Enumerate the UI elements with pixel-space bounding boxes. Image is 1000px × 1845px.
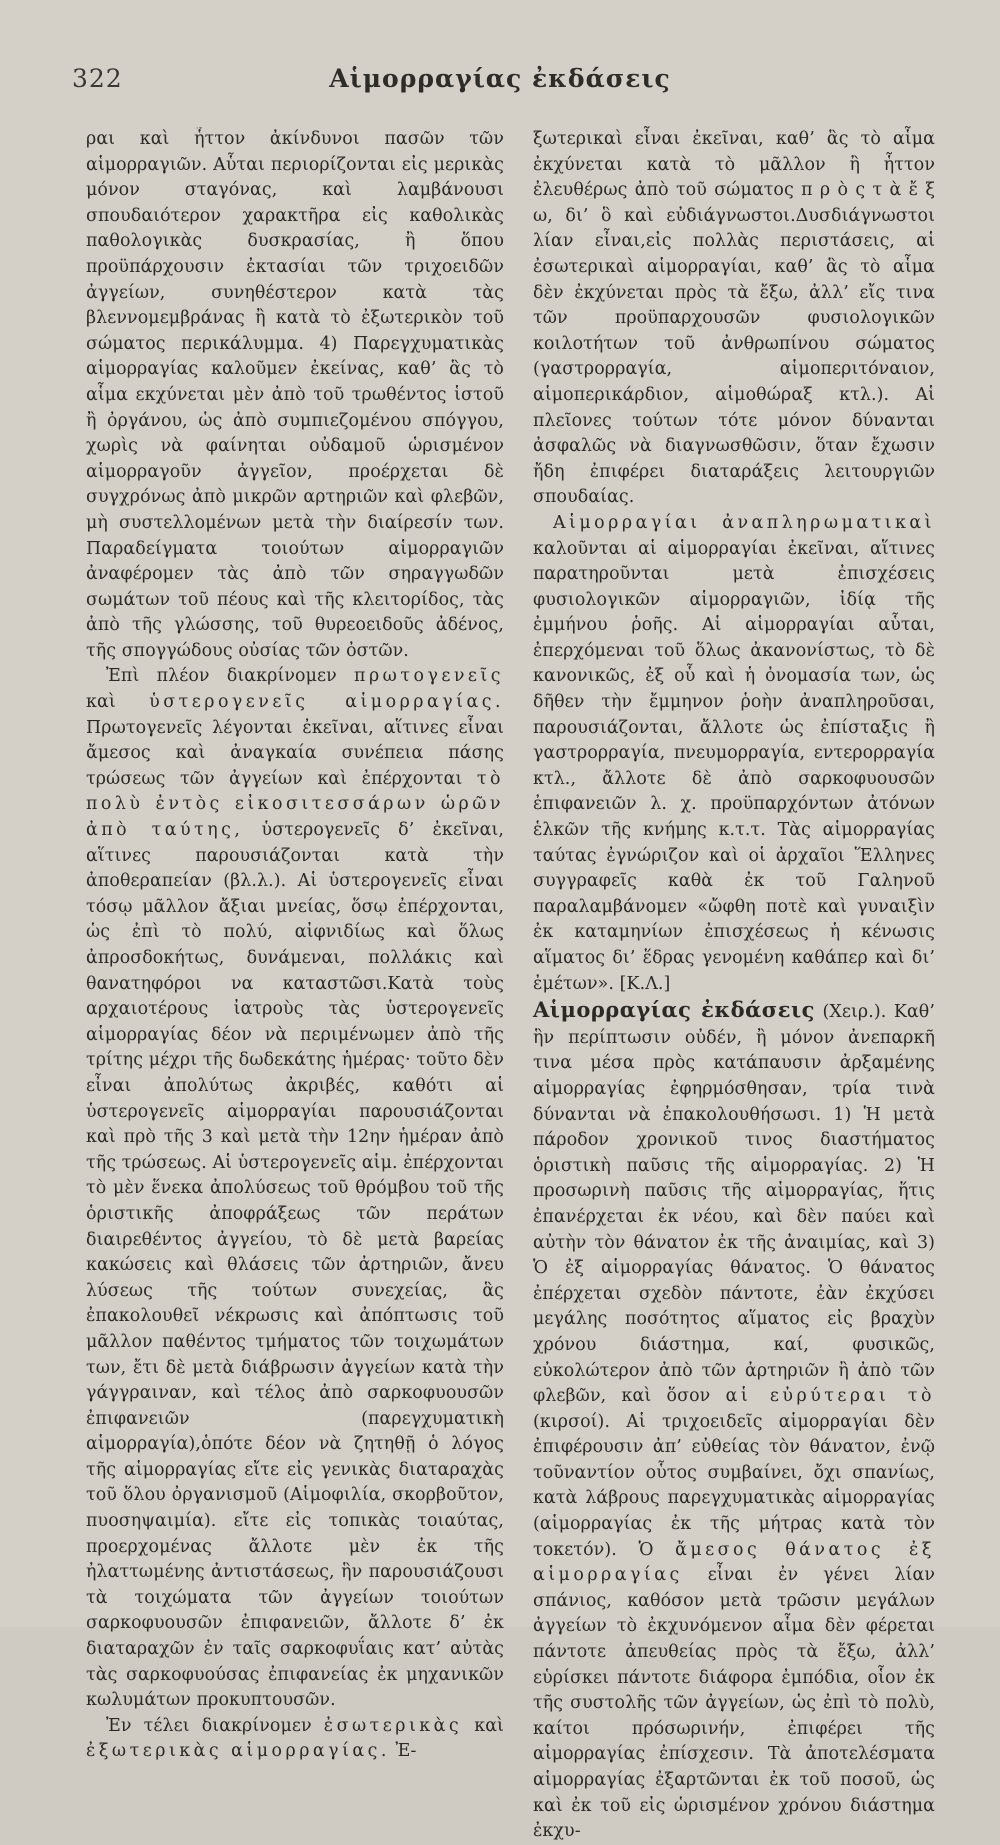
spaced-term: ἐσωτερικὰς bbox=[323, 1715, 463, 1736]
spaced-term: πρωτογενεῖς bbox=[354, 666, 504, 687]
paragraph-text: ραι καὶ ἧττον ἀκίνδυνοι πασῶν τῶν αἱμορραγιῶν. Αὗται περιορίζονται εἰς μερικὰς μόνον σταγόνας, καὶ λαμβάνουσι σπουδαιότερον χαρακτῆρα εἰς καθολικὰς παθολογικὰς δυσκρασίας, ἢ ὅπου προϋπάρχουσιν ἐκτασίαι τῶν τριχοειδῶν ἀγγείων, συνηθέστερον κατὰ τὰς βλεννομεμβράνας ἢ κατὰ τὸ ἐξωτερικὸν τοῦ σώματος περικάλυμμα. 4) Παρεγχυματικὰς αἱμορραγίας καλοῦμεν ἐκείνας, καθ’ ἃς τὸ αἷμα εκχύνεται μὲν ἀπὸ τοῦ τρωθέντος ἱστοῦ ἢ ὀργάνου, ὡς ἀπὸ συμπιεζομένου σπόγγου, χωρὶς νὰ φαίνηται οὐδαμοῦ ὡρισμένον αἱμορραγοῦν ἀγγεῖον, προέρχεται δὲ συγχρόνως ἀπὸ μικρῶν αρτηριῶν καὶ φλεβῶν, μὴ συστελλομένων μετὰ τὴν διαίρεσίν των. Παραδείγματα τοιούτων αἱμορραγιῶν ἀναφέρομεν τὰς ἀπὸ τῶν σηραγγωδῶν σωμάτων τοῦ πέους καὶ τῆς κλειτορίδος, τὰς ἀπὸ τῆς γλώσσης, τοῦ θυρεοειδοῦς ἀδένος, τῆς σπογγώδους οὐσίας τῶν ὀστῶν. bbox=[86, 129, 504, 661]
paragraph-text: εἶναι ἐν γένει λίαν σπάνιος, καθόσον μετὰ τρῶσιν μεγάλων ἀγγείων τὸ ἐκχυνόμενον αἷμα δὲν φέρεται πάντοτε ἀπευθείας πρὸς τὰ ἔξω, ἀλλ’ εὑρίσκει πάντοτε διάφορα ἐμπόδια, οἷον ἐκ τῆς συστολῆς τῶν ἀγγείων, ὡς ἐπὶ τὸ πολὺ, καίτοι πρόσωρινήν, ἐπιφέρει τῆς αἱμορραγίας ἐπίσχεσιν. Τὰ ἀποτελέσματα αἱμορραγίας ἐξαρτῶνται ἐκ τοῦ ποσοῦ, ὡς καὶ ἐκ τοῦ εἰς ὡρισμένον χρόνου διάστημα ἐκχυ- bbox=[533, 1565, 935, 1842]
spaced-term: ὑστερογενεῖς αἱμορραγίας. bbox=[149, 692, 504, 713]
paragraph bbox=[533, 127, 935, 511]
spaced-term: αἱ εὐρύτεραι τὸ bbox=[725, 1386, 935, 1407]
spaced-term: Αἱμορραγίαι ἀναπληρωματικαὶ bbox=[553, 512, 935, 533]
entry-heading: Αἱμορραγίας ἐκδάσεις bbox=[533, 997, 815, 1023]
paragraph-text: Καθ’ ἣν περίπτωσιν οὐδέν, ἢ μόνον ἀνεπαρκῆ τινα μέσα πρὸς κατάπαυσιν ἀρξαμένης αἱμορραγίας ἐφηρμόσθησαν, τρία τινὰ δύνανται νὰ ἐπακολουθήσωσι. 1) Ἡ μετὰ πάροδον χρονικοῦ τινος διαστήματος ὁριστικὴ παῦσις τῆς αἱμορραγίας. 2) Ἡ προσωρινὴ παῦσις τῆς αἱμορραγίας, ἥτις ἐπανέρχεται ἐκ νέου, καὶ δὲν παύει καὶ αὐτὴν τὸν θάνατον ἐκ τῆς ἀναιμίας, καὶ 3) Ὁ ἐξ αἱμορραγίας θάνατος. Ὁ θάνατος ἐπέρχεται σχεδὸν πάντοτε, ἐὰν ἐκχύσει μεγάλης ποσότητος αἵματος εἰς βραχὺν χρόνου διάστημα, καί, φυσικῶς, εὐκολώτερον ἀπὸ τῶν ἀρτηριῶν ἢ ἀπὸ τῶν φλεβῶν, καὶ ὅσον bbox=[533, 1002, 935, 1407]
spaced-term: τὸ πολὺ ἐντὸς εἰκοσιτεσσάρων ὡρῶν ἀπὸ ταύτης, bbox=[86, 768, 504, 841]
paragraph-text: Πρωτογενεῖς λέγονται ἐκεῖναι, αἵτινες εἶναι ἄμεσος καὶ ἀναγκαία συνέπεια πάσης τρώσεως τῶν ἀγγείων καὶ ἐπέρχονται bbox=[86, 717, 504, 789]
entry-heading-qualifier: (Χειρ.). bbox=[822, 1002, 887, 1023]
paragraph-text: Ἐπὶ πλέον διακρίνομεν bbox=[106, 666, 337, 687]
paragraph-text: ξωτερικαὶ εἶναι ἐκεῖναι, καθ’ ἃς τὸ αἷμα ἐκχύνεται κατὰ τὸ μᾶλλον ἢ ἧττον ἐλευθέρως ἀπὸ τοῦ σώματος π ρ ὸ ς τ ὰ ἔ ξ ω, δι’ ὃ καὶ εὐδιάγνωστοι.Δυσδιάγνωστοι λίαν εἶναι,εἰς πολλὰς περιστάσεις, αἱ ἐσωτερικαὶ αἱμορραγίαι, καθ’ ἃς τὸ αἷμα δὲν ἐκχύνεται πρὸς τὰ ἔξω, ἀλλ’ εἴς τινα τῶν προϋπαρχουσῶν φυσιολογικῶν κοιλοτήτων τοῦ ἀνθρωπίνου σώματος (γαστρορραγία, αἱμοπεριτόναιον, αἱμοπερικάρδιον, αἱμοθώραξ κτλ.). Αἱ πλεῖονες τούτων τότε μόνον δύνανται ἀσφαλῶς νὰ διαγνωσθῶσιν, ὅταν ἔχωσιν ἤδη ἐπιφέρει διαταράξεις λειτουργιῶν σπουδαίας. bbox=[533, 129, 935, 508]
paragraph-text: καὶ bbox=[474, 1715, 504, 1736]
left-column bbox=[86, 127, 504, 1765]
page-header bbox=[0, 64, 1000, 104]
paragraph bbox=[86, 127, 504, 664]
paragraph bbox=[86, 664, 504, 1713]
paragraph-text: Ἐ- bbox=[395, 1741, 417, 1762]
page-number: 322 bbox=[72, 64, 123, 93]
paragraph-text: καλοῦνται αἱ αἱμορραγίαι ἐκεῖναι, αἵτινες παρατηροῦνται μετὰ ἐπισχέσεις φυσιολογικῶν αἱμορραγιῶν, ἰδίᾳ τῆς ἐμμήνου ῥοῆς. Αἱ αἱμορραγίαι αὗται, ἐπερχόμεναι τοῦ ὅλως ἀκανονίστως, τὸ δὲ κανονικῶς, ἐξ οὗ καὶ ἡ ὀνομασία των, ὡς δῆθεν τὴν ἔμμηνον ῥοὴν ἀναπληροῦσαι, παρουσιάζονται, ἄλλοτε ὡς ἐπίσταξις ἢ γαστρορραγία, πνευμορραγία, εντερορραγία κτλ., ἄλλοτε δὲ ἀπὸ σαρκοφυουσῶν ἐπιφανειῶν λ. χ. προϋπαρχόντων ἀτόνων ἑλκῶν τῆς κνήμης κ.τ.τ. Τὰς αἱμορραγίας ταύτας ἐγνώριζον καὶ οἱ ἀρχαῖοι Ἕλληνες συγγραφεῖς καθὰ ἐκ τοῦ Γαληνοῦ παραλαμβάνομεν «ὤφθη ποτὲ καὶ γυναιξὶν ἐκ καταμηνίων ἐπισχέσεως ἡ κένωσις αἵματος δι’ ἕδρας γενομένη καθάπερ καὶ δι’ ἐμέτων». [Κ.Λ.] bbox=[533, 538, 935, 994]
spaced-term: ἐξωτερικὰς αἱμορραγίας. bbox=[86, 1741, 390, 1762]
spaced-term: ἄμεσος θάνατος ἐξ αἱμορραγίας bbox=[533, 1539, 935, 1586]
right-column bbox=[533, 127, 935, 1845]
paragraph-text: καὶ bbox=[86, 692, 116, 713]
paragraph bbox=[533, 997, 935, 1845]
paragraph bbox=[533, 511, 935, 997]
running-title: Αἱμορραγίας ἐκδάσεις bbox=[329, 64, 671, 93]
paragraph-text: Ἐν τέλει διακρίνομεν bbox=[106, 1715, 312, 1736]
paragraph bbox=[86, 1714, 504, 1765]
paragraph-text: ὑστερογενεῖς δ’ ἐκεῖναι, αἵτινες παρουσιάζονται κατὰ τὴν ἀποθεραπείαν (βλ.λ.). Αἱ ὑστερογενεῖς εἶναι τόσῳ μᾶλλον ἄξιαι μνείας, ὅσῳ ἐπέρχονται, ὡς ἐπὶ τὸ πολύ, αἰφνιδίως καὶ ὅλως ἀπροσδοκήτως, δυνάμεναι, πολλάκις καὶ θανατηφόροι να καταστῶσι.Κατὰ τοὺς αρχαιοτέρους ἰατροὺς τὰς ὑστερογενεῖς αἱμορραγίας δέον νὰ περιμένωμεν ἀπὸ τῆς τρίτης μέχρι τῆς δωδεκάτης ἡμέρας· τοῦτο δὲν εἶναι ἀπολύτως ἀκριβές, καθότι αἱ ὑστερογενεῖς αἱμορραγίαι παρουσιάζονται καὶ πρὸ τῆς 3 καὶ μετὰ τὴν 12ην ἡμέραν ἀπὸ τῆς τρώσεως. Αἱ ὑστερογενεῖς αἱμ. ἐπέρχονται τὸ μὲν ἕνεκα ἀπολύσεως τοῦ θρόμβου τοῦ τῆς ὁριστικῆς ἀποφράξεως τῶν περάτων διαιρεθέντος ἀγγείου, τὸ δὲ μετὰ βαρείας κακώσεις καὶ θλάσεις τῶν ἀρτηριῶν, ἄνευ λύσεως τῆς τούτων συνεχείας, ἃς ἐπακολουθεῖ νέκρωσις καὶ ἀπόπτωσις τοῦ μᾶλλον παθέντος τμήματος τῶν τοιχωμάτων των, ἔτι δὲ μετὰ διάβρωσιν ἀγγείων κατὰ τὴν γάγγραιναν, καὶ τέλος ἀπὸ σαρκοφυουσῶν ἐπιφανειῶν (παρεγχυματικὴ αἱμορραγία),ὁπότε δέον νὰ ζητηθῇ ὁ λόγος τῆς αἱμορραγίας εἴτε εἰς γενικὰς διαταραχὰς τοῦ ὅλου ὀργανισμοῦ (Αἱμοφιλία, σκορβοῦτον, πυοσηψαιμία). εἴτε εἰς τοπικὰς τοιαύτας, προερχομένας ἄλλοτε μὲν ἐκ τῆς ἠλαττωμένης ἀντιστάσεως, ἣν παρουσιάζουσι τὰ τοιχώματα τῶν ἀγγείων τοιούτων σαρκοφυουσῶν ἐπιφανειῶν, ἄλλοτε δ’ ἐκ διαταραχῶν ἐν ταῖς σαρκοφυΐαις κατ’ αὐτὰς τὰς σαρκοφυούσας ἐπιφανείας ἐκ μηχανικῶν κωλυμάτων προκυπτουσῶν. bbox=[86, 820, 505, 1711]
paragraph-text: (κιρσοί). Αἱ τριχοειδεῖς αἱμορραγίαι δὲν ἐπιφέρουσιν ἀπ’ εὐθείας τὸν θάνατον, ἐνῷ τοῦναντίον οὗτος συμβαίνει, ὄχι σπανίως, κατὰ λάβρους παρεγχυματικὰς αἱμορραγίας (αἱμορραγίας ἐκ τῆς μήτρας κατὰ τὸν τοκετόν). Ὁ bbox=[533, 1411, 935, 1560]
